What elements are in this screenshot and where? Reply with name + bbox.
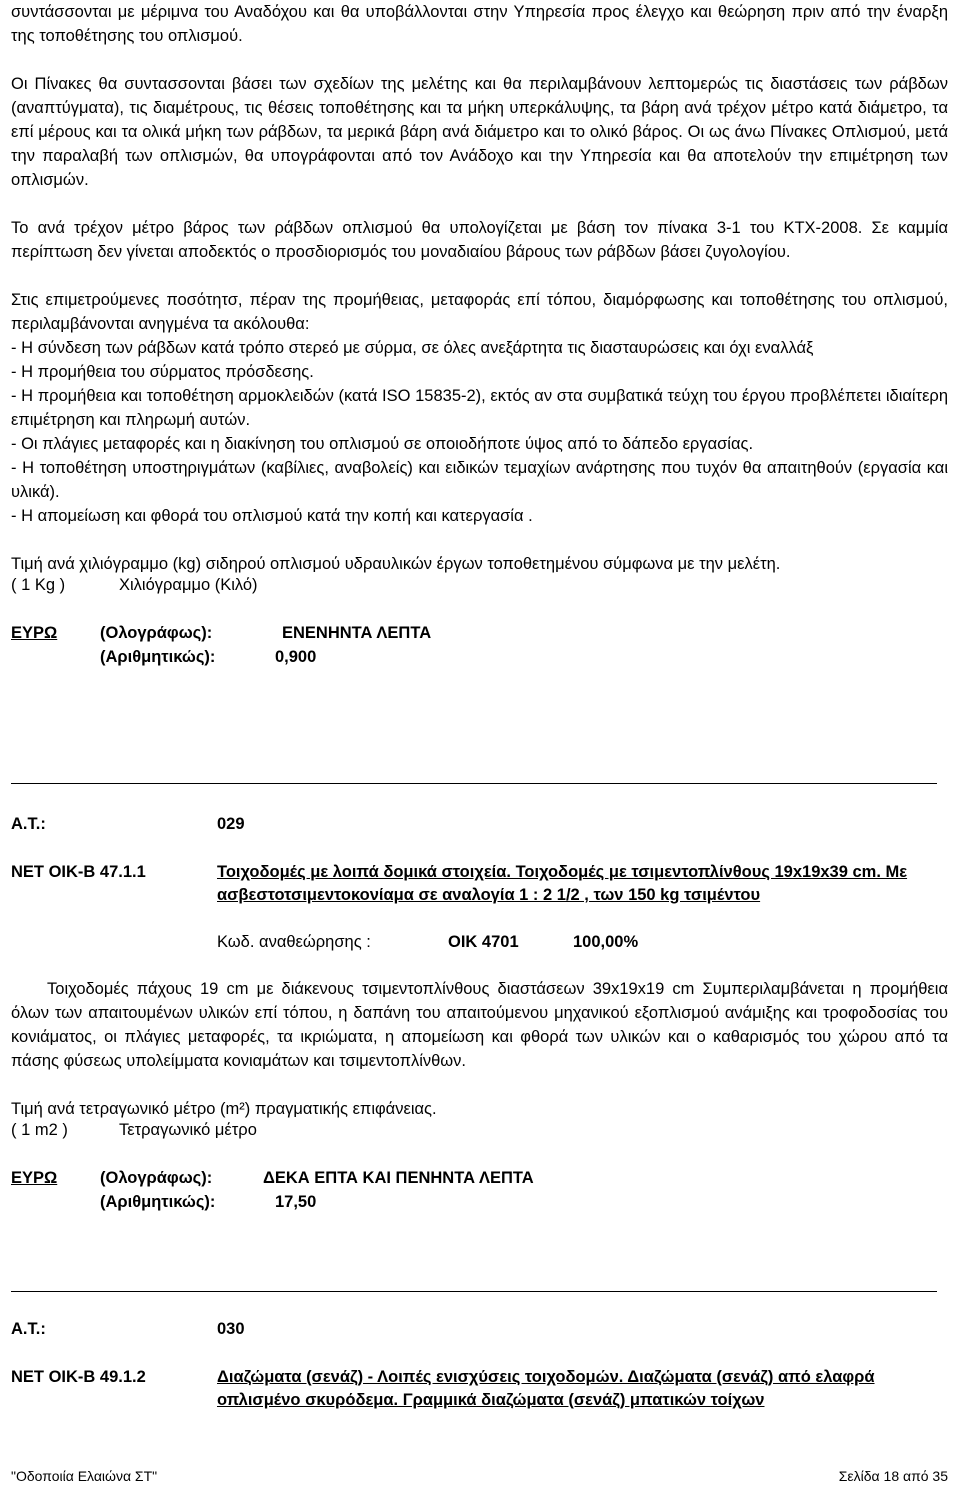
item-code-block <box>11 1366 948 1412</box>
price-number-row <box>11 648 948 672</box>
footer-page-number: Σελίδα 18 από 35 <box>838 1468 948 1484</box>
article-label: Α.Τ.: <box>11 1320 46 1338</box>
price-number-label: (Αριθμητικώς): <box>100 648 216 666</box>
intro-paragraph-4: Στις επιμετρούμενες ποσότητσ, πέραν της προμήθειας, μεταφοράς επί τόπου, διαμόρφωσης και τοποθέτησης του οπλισμού, περιλαμβάνονται ανηγμένα τα ακόλουθα: <box>11 291 948 333</box>
item-code: ΝΕΤ ΟΙΚ-Β 47.1.1 <box>11 863 146 881</box>
unit-code: ( 1 m2 ) <box>11 1121 68 1139</box>
price-words-row <box>11 624 948 648</box>
price-words-label: (Ολογράφως): <box>100 624 213 642</box>
price-words-row <box>11 1169 948 1193</box>
price-words-label: (Ολογράφως): <box>100 1169 213 1187</box>
unit-code: ( 1 Kg ) <box>11 576 66 594</box>
unit-price-description: Τιμή ανά τετραγωνικό μέτρο (m²) πραγματικής επιφάνειας. <box>11 1100 437 1118</box>
section-divider <box>11 1291 937 1292</box>
bullet-item: - Οι πλάγιες μεταφορές και η διακίνηση του οπλισμού σε οποιοδήποτε ύψος από το δάπεδο εργασίας. <box>11 435 754 453</box>
unit-name: Τετραγωνικό μέτρο <box>119 1121 257 1139</box>
bullet-item: - Η τοποθέτηση υποστηριγμάτων (καβίλιες, αναβολείς) και ειδικών τεμαχίων ανάρτησης που τυχόν θα απαιτηθούν (εργασία και υλικά). <box>11 459 948 501</box>
revision-code-row <box>11 933 948 957</box>
bullet-item: - Η απομείωση και φθορά του οπλισμού κατά την κοπή και κατεργασία . <box>11 507 533 525</box>
price-number: 17,50 <box>275 1193 317 1211</box>
item-code: ΝΕΤ ΟΙΚ-Β 49.1.2 <box>11 1368 146 1386</box>
price-words: ΔΕΚΑ ΕΠΤΑ ΚΑΙ ΠΕΝΗΝΤΑ ΛΕΠΤΑ <box>263 1169 534 1187</box>
bullet-item: - Η σύνδεση των ράβδων κατά τρόπο στερεό με σύρμα, σε όλες ανεξάρτητα τις διασταυρώσεις και όχι εναλλάξ <box>11 339 814 357</box>
price-number: 0,900 <box>275 648 317 666</box>
bullet-item: - Η προμήθεια και τοποθέτηση αρμοκλειδών (κατά ISO 15835-2), εκτός αν στα συμβατικά τεύχη του έργου προβλέπετει ιδιαίτερη επιμέτρηση και πληρωμή αυτών. <box>11 387 948 429</box>
intro-paragraph-3: Το ανά τρέχον μέτρο βάρος των ράβδων οπλισμού θα υπολογίζεται με βάση τον πίνακα 3-1 του ΚΤΧ-2008. Σε καμμία περίπτωση δεν γίνεται αποδεκτός ο προσδιορισμός του μοναδιαίου βάρους των ράβδων βάσει ζυγολογίου. <box>11 219 948 261</box>
intro-paragraph-1: συντάσσονται με μέριμνα του Αναδόχου και θα υποβάλλονται στην Υπηρεσία προς έλεγχο και θεώρηση πριν από την έναρξη της τοποθέτησης του οπλισμού. <box>11 3 948 45</box>
item-code-block <box>11 861 948 907</box>
item-title: Διαζώματα (σενάζ) - Λοιπές ενισχύσεις τοιχοδομών. Διαζώματα (σενάζ) από ελαφρά οπλισμένο σκυρόδεμα. Γραμμικά διαζώματα (σενάζ) μπατικών τοίχων <box>217 1368 875 1409</box>
item-description: Τοιχοδομές πάχους 19 cm με διάκενους τσιμεντοπλίνθους διαστάσεων 39x19x19 cm Συμπεριλαμβάνεται η προμήθεια όλων των απαιτουμένων υλικών επί τόπου, η δαπάνη του απαιτούμενου μηχανικού εξοπλισμού ανάμιξης και τροφοδοσίας του κονιάματος, οι πλάγιες μεταφορές, τα ικριώματα, η απομείωση και φθορά των υλικών και ο καθαρισμός του χώρου από τα πάσης φύσεως υπολείμματα κονιαμάτων και τσιμεντοπλίνθων. <box>11 980 948 1070</box>
price-words: ΕΝΕΝΗΝΤΑ ΛΕΠΤΑ <box>282 624 432 642</box>
article-label: Α.Τ.: <box>11 815 46 833</box>
revision-label: Κωδ. αναθεώρησης : <box>217 933 371 951</box>
intro-paragraph-2: Οι Πίνακες θα συντασσονται βάσει των σχεδίων της μελέτης και θα περιλαμβάνουν λεπτομερώς τις διαστάσεις των ράβδων (αναπτύγματα), τις διαμέτρους, τις θέσεις τοποθέτησης και τα μήκη υπερκάλυψης, τα βάρη ανά τρέχον μέτρο κατά διάμετρο, τα επί μέρους και τα ολικά μήκη των ράβδων, τα μερικά βάρη ανά διάμετρο και το ολικό βάρος. Οι ως άνω Πίνακες Οπλισμού, μετά την παραλαβή των οπλισμών, θα υπογράφονται από τον Ανάδοχο και την Υπηρεσία και θα αποτελούν την επιμέτρηση των οπλισμών. <box>11 75 948 189</box>
price-number-row <box>11 1193 948 1217</box>
bullet-item: - Η προμήθεια του σύρματος πρόσδεσης. <box>11 363 314 381</box>
article-number: 030 <box>217 1320 245 1338</box>
currency-label: ΕΥΡΩ <box>11 1169 58 1187</box>
section-divider <box>11 783 937 784</box>
unit-price-description: Τιμή ανά χιλιόγραμμο (kg) σιδηρού οπλισμού υδραυλικών έργων τοποθετημένου σύμφωνα με την μελέτη. <box>11 555 781 573</box>
article-number-row <box>11 815 948 839</box>
price-number-label: (Αριθμητικώς): <box>100 1193 216 1211</box>
unit-name: Χιλιόγραμμο (Κιλό) <box>119 576 258 594</box>
footer-project-name: "Οδοποιία Ελαιώνα ΣΤ" <box>11 1468 158 1484</box>
currency-label: ΕΥΡΩ <box>11 624 58 642</box>
revision-percent: 100,00% <box>573 933 639 951</box>
article-number-row <box>11 1320 948 1344</box>
item-title: Τοιχοδομές με λοιπά δομικά στοιχεία. Τοιχοδομές με τσιμεντοπλίνθους 19x19x39 cm. Με ασβεστοτσιμεντοκονίαμα σε αναλογία 1 : 2 1/2 , των 150 kg τσιμέντου <box>217 863 908 904</box>
revision-code: ΟΙΚ 4701 <box>448 933 519 951</box>
article-number: 029 <box>217 815 245 833</box>
